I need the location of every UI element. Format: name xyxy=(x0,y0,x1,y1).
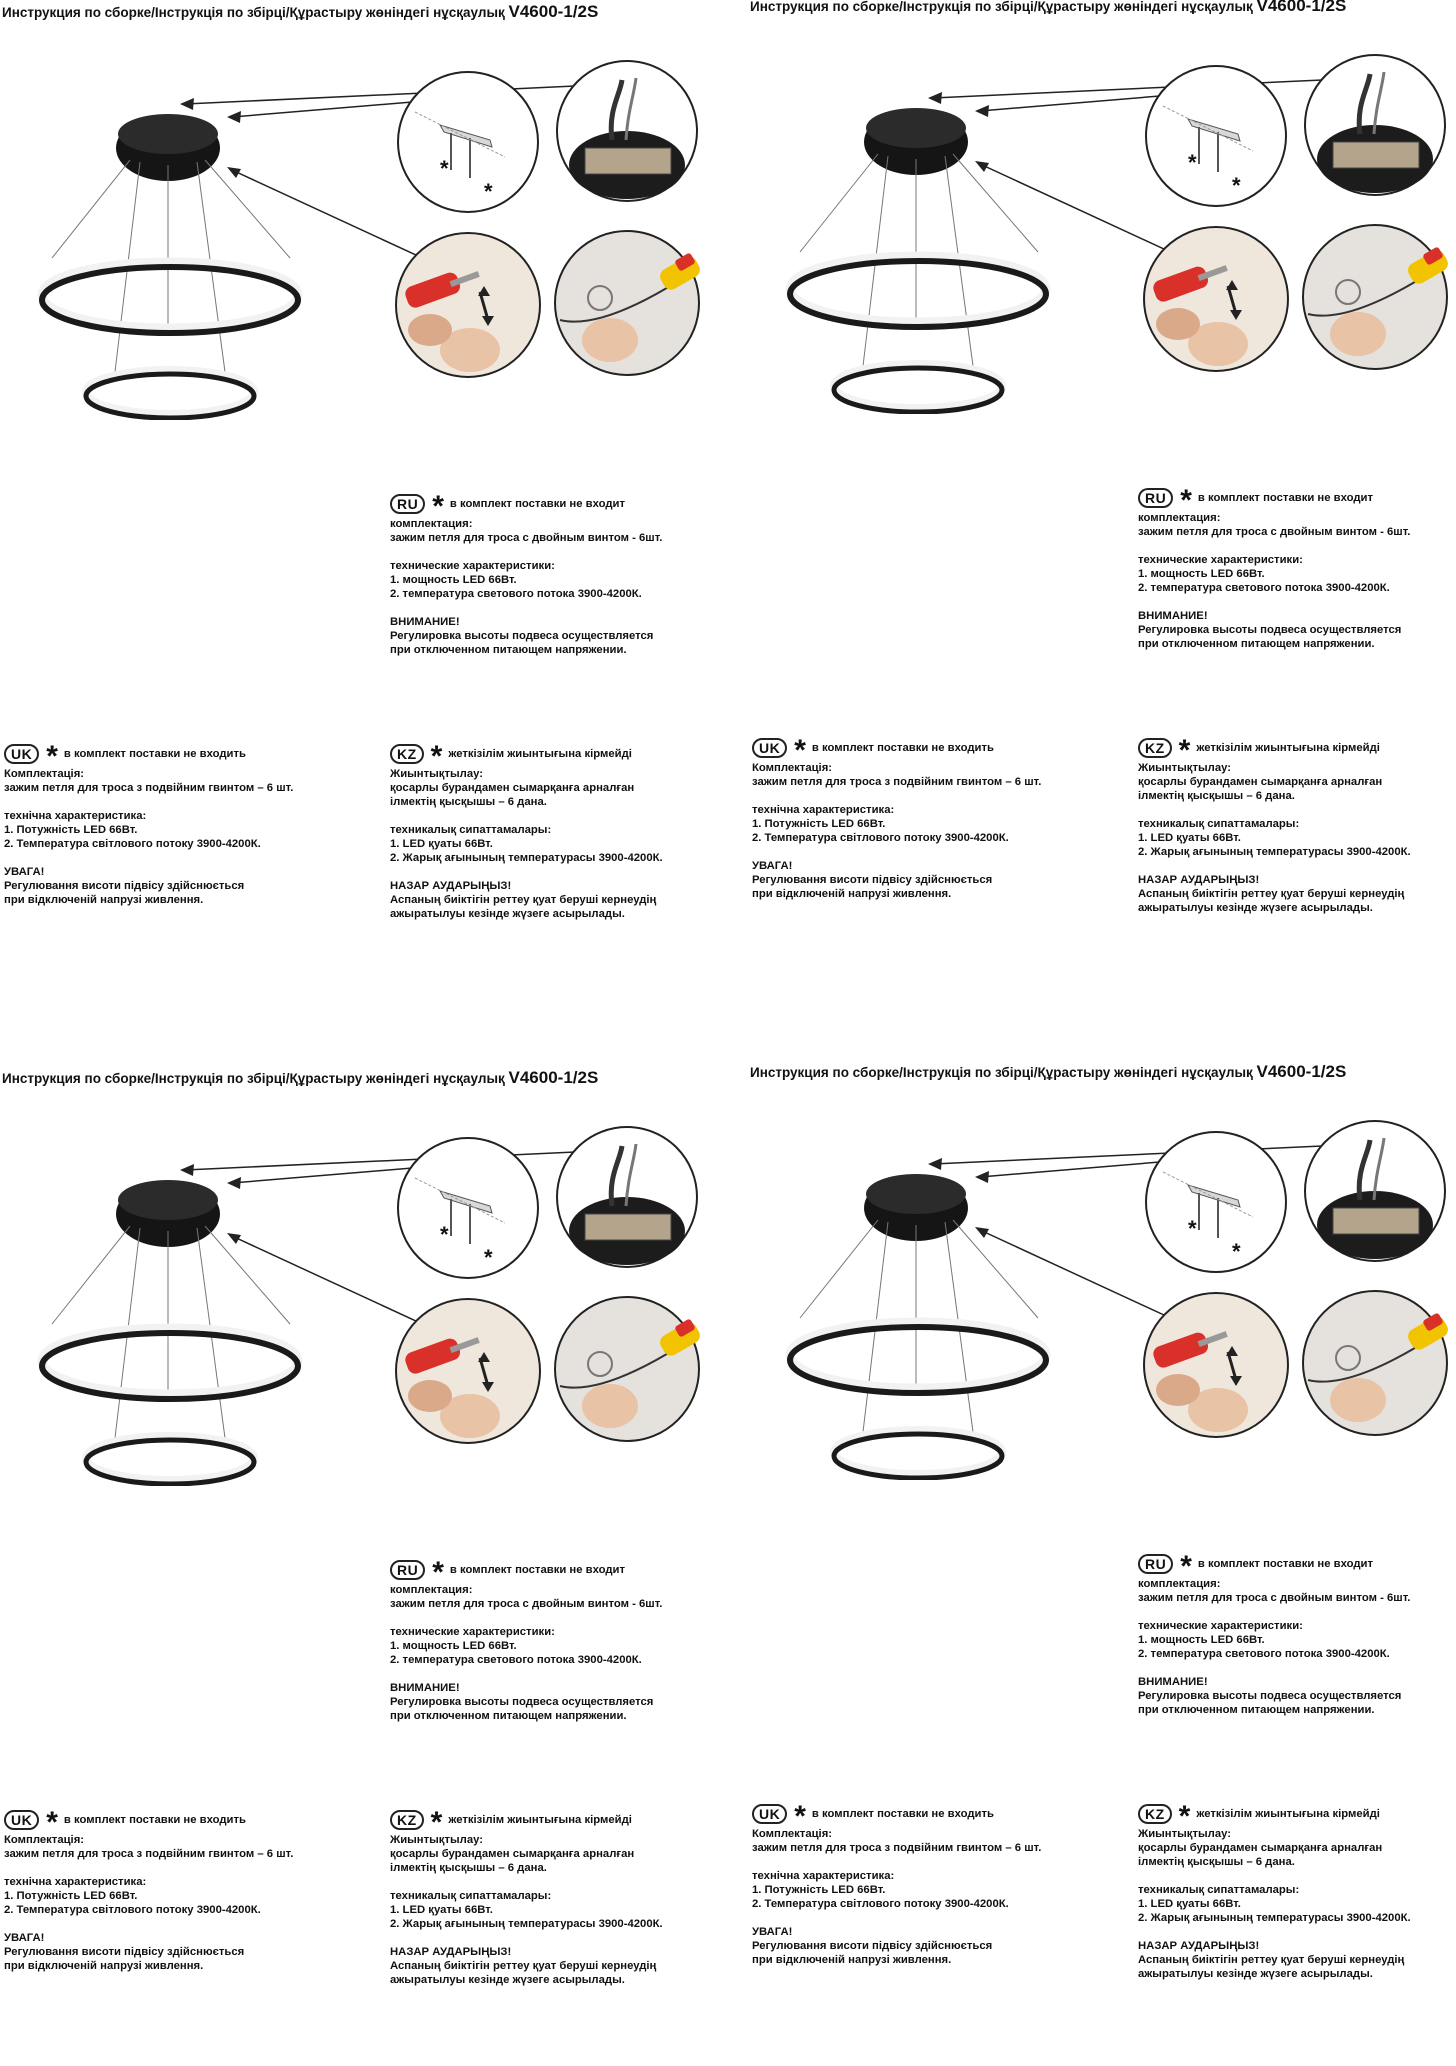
uk-kit-text: зажим петля для троса з подвійним гвинтом – 6 шт. xyxy=(4,782,294,794)
kz-kit-heading: Жиынтықтылау: xyxy=(390,768,483,780)
uk-badge: UK xyxy=(752,1804,787,1824)
asterisk-mark: * xyxy=(432,490,444,523)
arrow-head xyxy=(975,1171,989,1183)
kz-kit-heading: Жиынтықтылау: xyxy=(1138,1828,1231,1840)
kz-spec-2: 2. Жарық ағынының температурасы 3900-4200К. xyxy=(1138,1912,1411,1924)
kz-kit-2: ілмектің қысқышы – 6 дана. xyxy=(390,1862,547,1874)
ru-spec-2: 2. температура светового потока 3900-4200К. xyxy=(1138,1648,1390,1660)
large-ring xyxy=(790,256,1046,322)
uk-spec-2: 2. Температура світлового потоку 3900-4200К. xyxy=(752,1898,1009,1910)
asterisk-mark: * xyxy=(1180,1550,1192,1583)
large-ring xyxy=(42,262,298,328)
title-text: Инструкция по сборке/Інструкція по збірці/Құрастыру жөніндегі нұсқаулық xyxy=(2,1071,505,1086)
asterisk-mark: * xyxy=(430,740,443,773)
uk-warning-2: при відключеній напрузі живлення. xyxy=(4,1960,204,1972)
kz-spec-1: 1. LED қуаты 66Вт. xyxy=(390,1904,493,1916)
uk-section xyxy=(752,736,1041,901)
arrow-head xyxy=(180,1164,194,1176)
kz-kit-2: ілмектің қысқышы – 6 дана. xyxy=(390,796,547,808)
arrow-line xyxy=(933,78,1366,98)
kz-kit-2: ілмектің қысқышы – 6 дана. xyxy=(1138,1856,1295,1868)
arrow-head xyxy=(227,1233,241,1244)
uk-warning-1: Регулювання висоти підвісу здійснюється xyxy=(752,1940,993,1952)
asterisk-mark: * xyxy=(1180,484,1192,517)
asterisk-label: * xyxy=(440,156,449,181)
asterisk-label: * xyxy=(1188,150,1197,175)
ru-badge: RU xyxy=(1138,1554,1173,1574)
ru-spec-heading: технические характеристики: xyxy=(1138,554,1303,566)
instruction-sheet-bottom-right xyxy=(748,1060,1456,2060)
instruction-sheet-top-right xyxy=(748,0,1456,994)
small-ring xyxy=(86,1436,254,1480)
asterisk-mark: * xyxy=(1178,734,1191,767)
ru-spec-1: 1. мощность LED 66Вт. xyxy=(1138,1634,1265,1646)
kz-spec-heading: техникалық сипаттамалары: xyxy=(1138,818,1300,830)
kz-badge: KZ xyxy=(390,744,424,764)
ru-spec-1: 1. мощность LED 66Вт. xyxy=(1138,568,1265,580)
ru-not-included-note: в комплект поставки не входит xyxy=(449,1564,626,1576)
ru-spec-heading: технические характеристики: xyxy=(1138,1620,1303,1632)
uk-warning-1: Регулювання висоти підвісу здійснюється xyxy=(752,874,993,886)
uk-spec-2: 2. Температура світлового потоку 3900-4200К. xyxy=(4,838,261,850)
ru-warning-1: Регулировка высоты подвеса осуществляется xyxy=(1138,1690,1402,1702)
kz-kit-1: қосарлы бурандамен сымарқанға арналған xyxy=(390,782,635,794)
ru-warning-1: Регулировка высоты подвеса осуществляется xyxy=(390,630,654,642)
uk-kit-heading: Комплектація: xyxy=(4,768,85,780)
ru-not-included-note: в комплект поставки не входит xyxy=(1197,492,1374,504)
title-text: Инструкция по сборке/Інструкція по збірці/Құрастыру жөніндегі нұсқаулық xyxy=(2,5,505,20)
model-number: V4600-1/2S xyxy=(1256,0,1347,15)
kz-spec-2: 2. Жарық ағынының температурасы 3900-4200К. xyxy=(1138,846,1411,858)
ru-kit-text: зажим петля для троса с двойным винтом - 6шт. xyxy=(390,532,663,544)
small-ring xyxy=(834,1430,1002,1474)
small-ring xyxy=(834,364,1002,408)
kz-kit-2: ілмектің қысқышы – 6 дана. xyxy=(1138,790,1295,802)
uk-spec-1: 1. Потужність LED 66Вт. xyxy=(4,1890,138,1902)
ru-section xyxy=(1138,486,1410,651)
kz-warning-1: Аспаның биіктігін реттеу қуат беруші кернеудің xyxy=(1138,1954,1405,1966)
kz-section xyxy=(1138,736,1411,915)
kz-warning-heading: НАЗАР АУДАРЫҢЫЗ! xyxy=(390,1946,512,1958)
kz-warning-2: ажыратылуы кезінде жүзеге асырылады. xyxy=(390,908,625,920)
asterisk-mark: * xyxy=(794,1800,806,1833)
kz-spec-heading: техникалық сипаттамалары: xyxy=(390,824,552,836)
ru-badge: RU xyxy=(1138,488,1173,508)
ru-warning-1: Регулировка высоты подвеса осуществляется xyxy=(1138,624,1402,636)
uk-spec-1: 1. Потужність LED 66Вт. xyxy=(752,818,886,830)
uk-spec-2: 2. Температура світлового потоку 3900-4200К. xyxy=(4,1904,261,1916)
asterisk-mark: * xyxy=(1178,1800,1191,1833)
kz-spec-heading: техникалық сипаттамалары: xyxy=(1138,1884,1300,1896)
title-text: Инструкция по сборке/Інструкція по збірці/Құрастыру жөніндегі нұсқаулық xyxy=(750,0,1253,14)
uk-section xyxy=(4,742,293,907)
kz-spec-1: 1. LED қуаты 66Вт. xyxy=(1138,1898,1241,1910)
uk-warning-2: при відключеній напрузі живлення. xyxy=(752,888,952,900)
ru-kit-text: зажим петля для троса с двойным винтом - 6шт. xyxy=(1138,1592,1411,1604)
ru-spec-2: 2. температура светового потока 3900-4200К. xyxy=(1138,582,1390,594)
ru-kit-text: зажим петля для троса с двойным винтом - 6шт. xyxy=(1138,526,1411,538)
ru-section xyxy=(390,1558,662,1723)
kz-not-included-note: жеткізілім жиынтығына кірмейді xyxy=(1196,742,1380,754)
asterisk-label: * xyxy=(484,179,493,204)
uk-spec-heading: технічна характеристика: xyxy=(752,1870,895,1882)
instruction-sheet-top-left xyxy=(0,0,728,1000)
kz-spec-heading: техникалық сипаттамалары: xyxy=(390,1890,552,1902)
asterisk-label: * xyxy=(1188,1216,1197,1241)
model-number: V4600-1/2S xyxy=(1256,1062,1347,1081)
kz-warning-2: ажыратылуы кезінде жүзеге асырылады. xyxy=(1138,902,1373,914)
ru-spec-1: 1. мощность LED 66Вт. xyxy=(390,1640,517,1652)
uk-spec-heading: технічна характеристика: xyxy=(4,810,147,822)
ru-warning-1: Регулировка высоты подвеса осуществляется xyxy=(390,1696,654,1708)
uk-spec-1: 1. Потужність LED 66Вт. xyxy=(752,1884,886,1896)
uk-warning-heading: УВАГА! xyxy=(4,866,45,878)
kz-warning-1: Аспаның биіктігін реттеу қуат беруші кернеудің xyxy=(390,1960,657,1972)
uk-kit-heading: Комплектація: xyxy=(4,1834,85,1846)
kz-kit-heading: Жиынтықтылау: xyxy=(1138,762,1231,774)
small-ring xyxy=(86,370,254,414)
ru-spec-heading: технические характеристики: xyxy=(390,560,555,572)
ru-warning-heading: ВНИМАНИЕ! xyxy=(390,616,460,628)
uk-not-included-note: в комплект поставки не входить xyxy=(63,748,246,760)
ru-kit-heading: комплектация: xyxy=(390,1584,473,1596)
asterisk-mark: * xyxy=(794,734,806,767)
uk-spec-heading: технічна характеристика: xyxy=(4,1876,147,1888)
uk-not-included-note: в комплект поставки не входить xyxy=(811,1808,994,1820)
ru-warning-heading: ВНИМАНИЕ! xyxy=(1138,610,1208,622)
ru-warning-heading: ВНИМАНИЕ! xyxy=(1138,1676,1208,1688)
ru-warning-2: при отключенном питающем напряжении. xyxy=(1138,638,1375,650)
arrow-head xyxy=(975,105,989,117)
instruction-sheet-bottom-left xyxy=(0,1066,728,2066)
asterisk-mark: * xyxy=(430,1806,443,1839)
assembly-illustration xyxy=(0,1066,728,1486)
title-text: Инструкция по сборке/Інструкція по збірці/Құрастыру жөніндегі нұсқаулық xyxy=(750,1065,1253,1080)
kz-warning-1: Аспаның биіктігін реттеу қуат беруші кернеудің xyxy=(1138,888,1405,900)
large-ring xyxy=(42,1328,298,1394)
uk-warning-heading: УВАГА! xyxy=(4,1932,45,1944)
arrow-head xyxy=(975,1227,989,1238)
uk-badge: UK xyxy=(4,1810,39,1830)
kz-warning-heading: НАЗАР АУДАРЫҢЫЗ! xyxy=(1138,874,1260,886)
uk-warning-1: Регулювання висоти підвісу здійснюється xyxy=(4,880,245,892)
kz-spec-1: 1. LED қуаты 66Вт. xyxy=(1138,832,1241,844)
uk-section xyxy=(752,1802,1041,1967)
kz-kit-heading: Жиынтықтылау: xyxy=(390,1834,483,1846)
kz-spec-2: 2. Жарық ағынының температурасы 3900-4200К. xyxy=(390,852,663,864)
asterisk-label: * xyxy=(440,1222,449,1247)
ru-badge: RU xyxy=(390,494,425,514)
kz-kit-1: қосарлы бурандамен сымарқанға арналған xyxy=(390,1848,635,1860)
uk-warning-1: Регулювання висоти підвісу здійснюється xyxy=(4,1946,245,1958)
kz-warning-heading: НАЗАР АУДАРЫҢЫЗ! xyxy=(1138,1940,1260,1952)
uk-spec-2: 2. Температура світлового потоку 3900-4200К. xyxy=(752,832,1009,844)
arrow-head xyxy=(227,111,241,123)
asterisk-label: * xyxy=(1232,1239,1241,1264)
kz-not-included-note: жеткізілім жиынтығына кірмейді xyxy=(448,1814,632,1826)
bracket-detail-circle xyxy=(398,1138,538,1278)
kz-section xyxy=(1138,1802,1411,1981)
ru-warning-2: при отключенном питающем напряжении. xyxy=(1138,1704,1375,1716)
assembly-illustration xyxy=(0,0,728,420)
arrow-head xyxy=(227,1177,241,1189)
bracket-detail-circle xyxy=(1146,1132,1286,1272)
kz-kit-1: қосарлы бурандамен сымарқанға арналған xyxy=(1138,776,1383,788)
arrow-head xyxy=(180,98,194,110)
ru-spec-2: 2. температура светового потока 3900-4200К. xyxy=(390,1654,642,1666)
ru-warning-2: при отключенном питающем напряжении. xyxy=(390,644,627,656)
uk-not-included-note: в комплект поставки не входить xyxy=(811,742,994,754)
arrow-line xyxy=(933,1144,1366,1164)
ru-warning-2: при отключенном питающем напряжении. xyxy=(390,1710,627,1722)
kz-spec-1: 1. LED қуаты 66Вт. xyxy=(390,838,493,850)
uk-warning-heading: УВАГА! xyxy=(752,1926,793,1938)
uk-kit-text: зажим петля для троса з подвійним гвинтом – 6 шт. xyxy=(752,1842,1042,1854)
kz-section xyxy=(390,742,663,921)
bracket-detail-circle xyxy=(398,72,538,212)
arrow-head xyxy=(928,92,942,104)
kz-badge: KZ xyxy=(1138,1804,1172,1824)
uk-warning-2: при відключеній напрузі живлення. xyxy=(752,1954,952,1966)
ru-section xyxy=(390,492,662,657)
kz-warning-2: ажыратылуы кезінде жүзеге асырылады. xyxy=(390,1974,625,1986)
arrow-head xyxy=(928,1158,942,1170)
uk-badge: UK xyxy=(752,738,787,758)
ru-not-included-note: в комплект поставки не входит xyxy=(449,498,626,510)
kz-badge: KZ xyxy=(390,1810,424,1830)
kz-kit-1: қосарлы бурандамен сымарқанға арналған xyxy=(1138,1842,1383,1854)
uk-warning-2: при відключеній напрузі живлення. xyxy=(4,894,204,906)
ru-kit-heading: комплектация: xyxy=(1138,512,1221,524)
ru-kit-heading: комплектация: xyxy=(390,518,473,530)
kz-warning-1: Аспаның биіктігін реттеу қуат беруші кернеудің xyxy=(390,894,657,906)
ru-spec-2: 2. температура светового потока 3900-4200К. xyxy=(390,588,642,600)
kz-badge: KZ xyxy=(1138,738,1172,758)
asterisk-label: * xyxy=(484,1245,493,1270)
arrow-line xyxy=(185,1150,618,1170)
uk-warning-heading: УВАГА! xyxy=(752,860,793,872)
ru-spec-1: 1. мощность LED 66Вт. xyxy=(390,574,517,586)
uk-not-included-note: в комплект поставки не входить xyxy=(63,1814,246,1826)
uk-kit-text: зажим петля для троса з подвійним гвинтом – 6 шт. xyxy=(4,1848,294,1860)
large-ring xyxy=(790,1322,1046,1388)
model-number: V4600-1/2S xyxy=(508,2,599,21)
uk-section xyxy=(4,1808,293,1973)
arrow-line xyxy=(185,84,618,104)
arrow-head xyxy=(975,161,989,172)
arrow-head xyxy=(227,167,241,178)
ru-spec-heading: технические характеристики: xyxy=(390,1626,555,1638)
bracket-detail-circle xyxy=(1146,66,1286,206)
ru-section xyxy=(1138,1552,1410,1717)
asterisk-mark: * xyxy=(432,1556,444,1589)
uk-badge: UK xyxy=(4,744,39,764)
model-number: V4600-1/2S xyxy=(508,1068,599,1087)
uk-spec-1: 1. Потужність LED 66Вт. xyxy=(4,824,138,836)
uk-kit-heading: Комплектація: xyxy=(752,1828,833,1840)
ru-kit-heading: комплектация: xyxy=(1138,1578,1221,1590)
kz-not-included-note: жеткізілім жиынтығына кірмейді xyxy=(1196,1808,1380,1820)
asterisk-mark: * xyxy=(46,1806,58,1839)
asterisk-label: * xyxy=(1232,173,1241,198)
assembly-illustration xyxy=(748,0,1456,414)
kz-section xyxy=(390,1808,663,1987)
kz-not-included-note: жеткізілім жиынтығына кірмейді xyxy=(448,748,632,760)
uk-kit-heading: Комплектація: xyxy=(752,762,833,774)
ru-kit-text: зажим петля для троса с двойным винтом - 6шт. xyxy=(390,1598,663,1610)
asterisk-mark: * xyxy=(46,740,58,773)
assembly-illustration xyxy=(748,1060,1456,1480)
kz-warning-heading: НАЗАР АУДАРЫҢЫЗ! xyxy=(390,880,512,892)
uk-kit-text: зажим петля для троса з подвійним гвинтом – 6 шт. xyxy=(752,776,1042,788)
uk-spec-heading: технічна характеристика: xyxy=(752,804,895,816)
ru-badge: RU xyxy=(390,1560,425,1580)
ru-warning-heading: ВНИМАНИЕ! xyxy=(390,1682,460,1694)
ru-not-included-note: в комплект поставки не входит xyxy=(1197,1558,1374,1570)
kz-warning-2: ажыратылуы кезінде жүзеге асырылады. xyxy=(1138,1968,1373,1980)
kz-spec-2: 2. Жарық ағынының температурасы 3900-4200К. xyxy=(390,1918,663,1930)
